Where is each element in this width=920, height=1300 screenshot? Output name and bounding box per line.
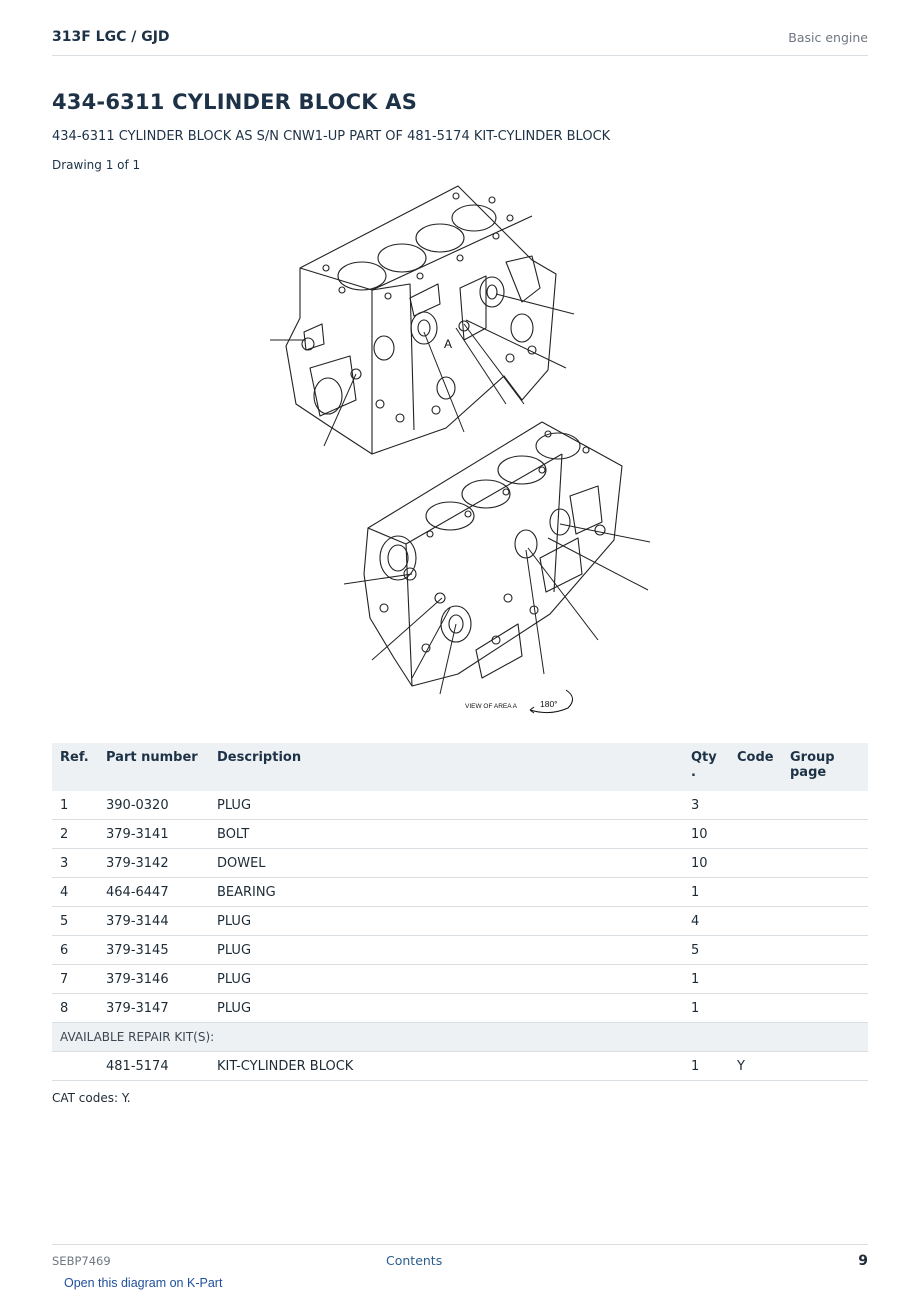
cell-description: KIT-CYLINDER BLOCK xyxy=(209,1052,683,1081)
cell-qty: 1 xyxy=(683,994,729,1023)
table-row xyxy=(52,878,868,907)
repair-kits-heading-row xyxy=(52,1023,868,1052)
cell-description: PLUG xyxy=(209,907,683,936)
cell-group-page xyxy=(782,849,868,878)
cell-group-page xyxy=(782,878,868,907)
cell-description: PLUG xyxy=(209,936,683,965)
table-row xyxy=(52,965,868,994)
cell-description: BOLT xyxy=(209,820,683,849)
cell-code xyxy=(729,936,782,965)
cell-qty: 5 xyxy=(683,936,729,965)
cell-ref: 5 xyxy=(52,907,98,936)
cell-part-number: 379-3147 xyxy=(98,994,209,1023)
cell-group-page xyxy=(782,936,868,965)
cell-code xyxy=(729,849,782,878)
table-row xyxy=(52,907,868,936)
page-subtitle: 434-6311 CYLINDER BLOCK AS S/N CNW1-UP PART OF 481-5174 KIT-CYLINDER BLOCK xyxy=(52,129,611,144)
cell-group-page xyxy=(782,965,868,994)
cell-ref: 7 xyxy=(52,965,98,994)
cell-description: PLUG xyxy=(209,965,683,994)
cell-ref: 4 xyxy=(52,878,98,907)
cell-description: DOWEL xyxy=(209,849,683,878)
lower-block-drawing xyxy=(364,422,622,686)
page-footer xyxy=(52,1244,868,1275)
cell-ref xyxy=(52,1052,98,1081)
document-id: SEBP7469 xyxy=(52,1254,111,1268)
callout-leaders xyxy=(270,294,650,694)
col-part-number: Part number xyxy=(98,743,209,791)
cell-part-number: 379-3144 xyxy=(98,907,209,936)
cell-code xyxy=(729,965,782,994)
table-row xyxy=(52,994,868,1023)
cell-group-page xyxy=(782,820,868,849)
cell-ref: 6 xyxy=(52,936,98,965)
contents-link[interactable]: Contents xyxy=(386,1253,443,1268)
col-ref: Ref. xyxy=(52,743,98,791)
cell-qty: 3 xyxy=(683,791,729,820)
cell-qty: 1 xyxy=(683,878,729,907)
table-row xyxy=(52,820,868,849)
drawing-count: Drawing 1 of 1 xyxy=(52,158,141,172)
cell-group-page xyxy=(782,907,868,936)
col-qty: Qty . xyxy=(683,743,729,791)
cell-description: PLUG xyxy=(209,994,683,1023)
cell-description: BEARING xyxy=(209,878,683,907)
col-group-page: Group page xyxy=(782,743,868,791)
cell-code xyxy=(729,907,782,936)
cell-group-page xyxy=(782,1052,868,1081)
rotation-label: 180° xyxy=(540,699,558,709)
cylinder-block-diagram xyxy=(260,178,660,718)
cell-qty: 10 xyxy=(683,820,729,849)
cell-code xyxy=(729,820,782,849)
cell-code xyxy=(729,791,782,820)
cell-ref: 1 xyxy=(52,791,98,820)
cell-code: Y xyxy=(729,1052,782,1081)
cell-code xyxy=(729,878,782,907)
cell-group-page xyxy=(782,994,868,1023)
table-row xyxy=(52,849,868,878)
cell-qty: 4 xyxy=(683,907,729,936)
col-description: Description xyxy=(209,743,683,791)
cell-part-number: 379-3142 xyxy=(98,849,209,878)
page-number: 9 xyxy=(858,1253,868,1269)
cell-code xyxy=(729,994,782,1023)
cell-ref: 8 xyxy=(52,994,98,1023)
cell-qty: 1 xyxy=(683,1052,729,1081)
view-of-area-label: VIEW OF AREA A xyxy=(465,703,518,710)
page-header xyxy=(52,28,868,56)
col-code: Code xyxy=(729,743,782,791)
cell-part-number: 464-6447 xyxy=(98,878,209,907)
table-header-row xyxy=(52,743,868,791)
kit-row xyxy=(52,1052,868,1081)
cell-ref: 2 xyxy=(52,820,98,849)
cell-group-page xyxy=(782,791,868,820)
repair-kits-label: AVAILABLE REPAIR KIT(S): xyxy=(52,1023,868,1052)
page-title: 434-6311 CYLINDER BLOCK AS xyxy=(52,90,418,114)
cat-codes-note: CAT codes: Y. xyxy=(52,1091,131,1105)
section-name: Basic engine xyxy=(788,30,868,45)
open-kpart-link[interactable]: Open this diagram on K-Part xyxy=(64,1276,223,1290)
upper-block-drawing xyxy=(286,186,556,454)
cell-qty: 1 xyxy=(683,965,729,994)
callout-a-label: A xyxy=(444,337,453,351)
cell-description: PLUG xyxy=(209,791,683,820)
cell-part-number: 481-5174 xyxy=(98,1052,209,1081)
table-row xyxy=(52,936,868,965)
cell-qty: 10 xyxy=(683,849,729,878)
cell-part-number: 379-3141 xyxy=(98,820,209,849)
cell-part-number: 390-0320 xyxy=(98,791,209,820)
parts-table xyxy=(52,743,868,1081)
cell-part-number: 379-3146 xyxy=(98,965,209,994)
cell-part-number: 379-3145 xyxy=(98,936,209,965)
table-row xyxy=(52,791,868,820)
cell-ref: 3 xyxy=(52,849,98,878)
machine-model: 313F LGC / GJD xyxy=(52,29,170,45)
